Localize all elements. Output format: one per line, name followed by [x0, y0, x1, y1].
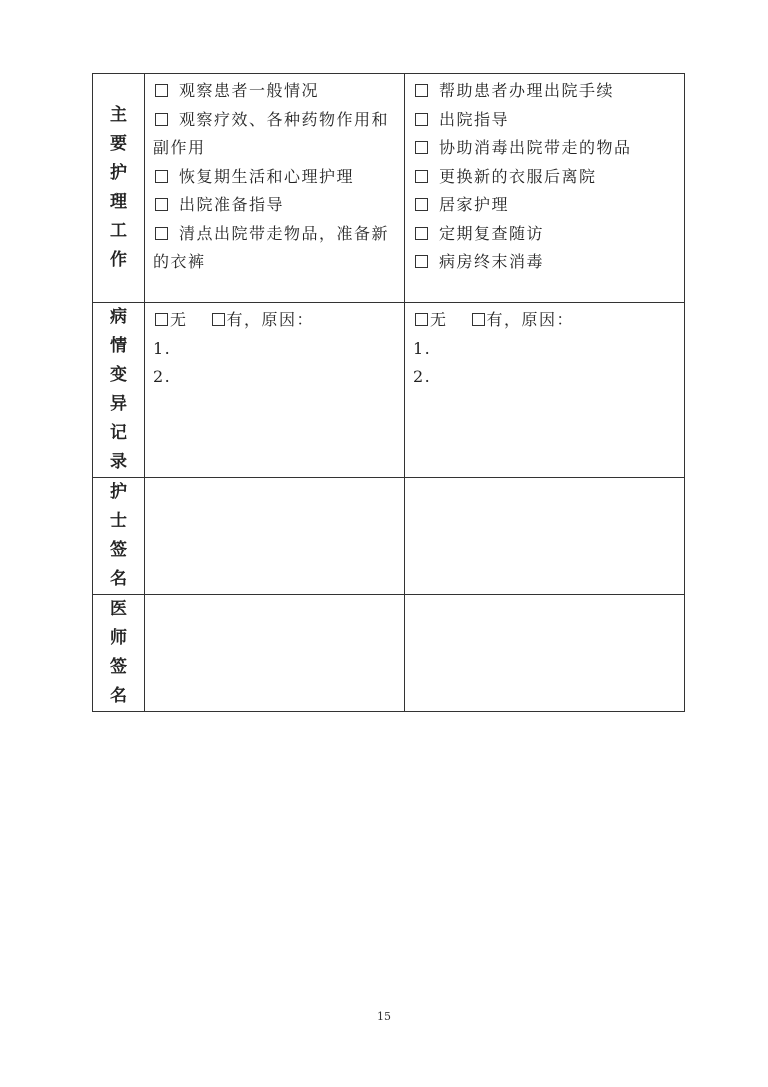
checklist-item: 帮助患者办理出院手续: [413, 77, 678, 106]
checkbox[interactable]: [155, 170, 168, 183]
checkbox[interactable]: [415, 84, 428, 97]
checklist-item: 恢复期生活和心理护理: [153, 163, 398, 192]
reason-line: 1.: [153, 338, 172, 358]
doctor-sign-field-1[interactable]: [145, 595, 405, 712]
checkbox[interactable]: [415, 227, 428, 240]
checklist-item: 观察疗效、各种药物作用和副作用: [153, 109, 390, 157]
checklist-item: 出院指导: [413, 106, 678, 135]
variance-label: 病 情 变 异 记 录: [93, 303, 145, 478]
checkbox-yes[interactable]: [472, 313, 485, 326]
checkbox[interactable]: [415, 255, 428, 268]
nurse-sign-field-1[interactable]: [145, 478, 405, 595]
doctor-sign-field-2[interactable]: [405, 595, 685, 712]
checkbox[interactable]: [415, 170, 428, 183]
checklist-item: 病房终末消毒: [413, 248, 678, 277]
reason-line: 2.: [153, 367, 172, 386]
main-work-col2: [405, 74, 685, 303]
checkbox[interactable]: [155, 84, 168, 97]
variance-options: 无 有，原因：: [153, 306, 398, 335]
nurse-sign-row: [93, 478, 685, 595]
main-work-row: [93, 74, 685, 303]
main-work-col1: [145, 74, 405, 303]
checkbox[interactable]: [415, 113, 428, 126]
checkbox[interactable]: [155, 113, 168, 126]
variance-col1: [145, 303, 405, 478]
variance-col2: [405, 303, 685, 478]
doctor-sign-row: [93, 595, 685, 712]
variance-options: 无 有，原因：: [413, 306, 678, 335]
nurse-sign-label: 护 士 签 名: [93, 478, 145, 595]
checklist-item: 居家护理: [413, 191, 678, 220]
reason-line: 1.: [413, 338, 432, 358]
checklist-item: 出院准备指导: [153, 191, 398, 220]
checkbox[interactable]: [415, 141, 428, 154]
checklist-item: 清点出院带走物品，准备新的衣裤: [153, 223, 390, 271]
nursing-pathway-table: [92, 73, 685, 712]
main-work-label: 主 要 护 理 工 作: [93, 74, 145, 303]
nurse-sign-field-2[interactable]: [405, 478, 685, 595]
checklist-item: 观察患者一般情况: [153, 77, 398, 106]
checklist-item: 定期复查随访: [413, 220, 678, 249]
checkbox-yes[interactable]: [212, 313, 225, 326]
variance-row: [93, 303, 685, 478]
checklist-item: 协助消毒出院带走的物品: [413, 134, 678, 163]
reason-line: 2.: [413, 367, 432, 386]
checkbox[interactable]: [155, 198, 168, 211]
checkbox[interactable]: [415, 198, 428, 211]
checkbox-no[interactable]: [155, 313, 168, 326]
checkbox-no[interactable]: [415, 313, 428, 326]
doctor-sign-label: 医 师 签 名: [93, 595, 145, 712]
checklist-item: 更换新的衣服后离院: [413, 163, 678, 192]
page-number: 15: [377, 1010, 391, 1023]
checkbox[interactable]: [155, 227, 168, 240]
